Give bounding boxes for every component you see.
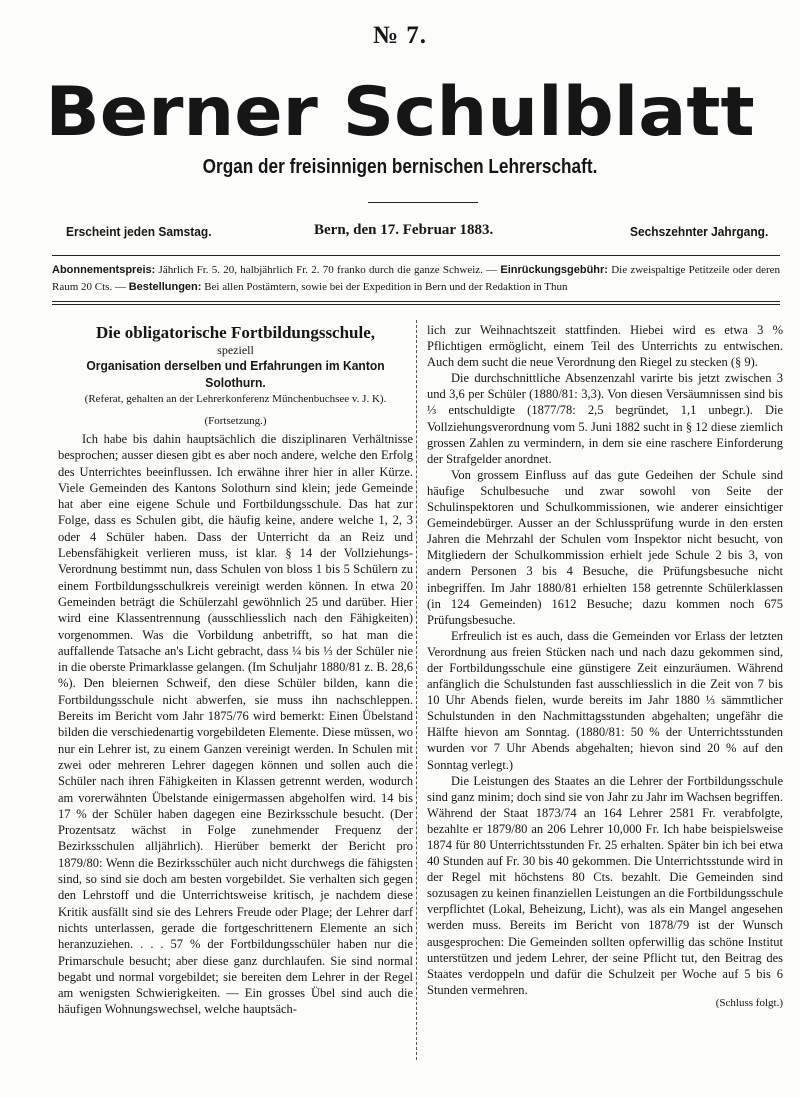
dateline: Bern, den 17. Februar 1883.	[314, 222, 494, 238]
price-label: Abonnementspreis:	[52, 264, 156, 276]
article-paragraph: Erfreulich ist es auch, dass die Gemeinden vor Erlass der letzten Verordnung aus freien Stücken nach und nach dazu gekommen sind, der Fortbildungsschule eine günstigere Zeit einzuräumen. Während anfänglich die Schulstunden fast ausschliesslich in die Zeit von 7 bis 10 Uhr Abends fielen, wurde bereits im Jahr 1880 ⅓ sämmtlicher Schulstunden in den Nachmittagsstunden abgehalten; ungefähr die Hälfte hievon am Sonntag. (1880/81: 50 % der Unterrichtsstunden wurden vor 7 Uhr Abends abgehalten; hievon sind 20 % auf den Sonntag verlegt.)	[427, 628, 783, 772]
insert-label: Einrückungsgebühr:	[500, 264, 608, 276]
right-column	[427, 322, 783, 1010]
article-paragraph: Die durchschnittliche Absenzenzahl varirte bis jetzt zwischen 3 und 3,6 per Schüler (1880/81: 3,3). Von diesen Versäumnissen sind bis ⅓ entschuldigte (1877/78: 2,5 begründet, 1,1 unbegr.). Die Vollziehungsverordnung vom 5. Juni 1882 sucht in § 12 diese ziemlich grossen Zahlen zu vermindern, in dem sie eine raschere Einforderung der Strafgelder anordnet.	[427, 371, 783, 466]
insert-text: Die zweispaltige Petitzeile oder deren Raum 20 Cts. —	[52, 264, 780, 293]
dateline-bar	[52, 222, 768, 244]
article-paragraph: lich zur Weihnachtszeit stattfinden. Hiebei wird es etwa 3 % Pflichtigen ermöglicht, einem Teil des Unterrichts zu entwischen. Auch dem sucht die neue Verordnung den Riegel zu stecken (§ 9).	[427, 323, 783, 370]
frequency-note: Erscheint jeden Samstag.	[66, 224, 212, 239]
price-text: Jährlich Fr. 5. 20, halbjährlich Fr. 2. 70 franko durch die ganze Schweiz. —	[155, 264, 501, 276]
masthead-subtitle: Organ der freisinnigen bernischen Lehrerschaft.	[202, 156, 598, 178]
header-rule	[52, 255, 780, 256]
subscription-notice	[52, 262, 780, 296]
orders-label: Bestellungen:	[128, 281, 202, 293]
closing-note: (Schluss folgt.)	[715, 996, 783, 1009]
article-subtitle: Organisation derselben und Erfahrungen im Kanton Solothurn.	[86, 358, 385, 390]
article-title: Die obligatorische Fortbildungsschule,	[95, 323, 376, 342]
masthead-rule	[368, 202, 478, 203]
article-continuation: (Fortsetzung.)	[204, 415, 267, 427]
left-column	[58, 322, 413, 1018]
article-speziell: speziell	[217, 343, 254, 357]
article-reference: (Referat, gehalten an der Lehrerkonferenz Münchenbuchsee v. J. K).	[84, 393, 387, 405]
header-double-rule-top	[52, 301, 780, 302]
article-paragraph: Ich habe bis dahin hauptsächlich die disziplinaren Verhältnisse besprochen; ausser diesen gibt es aber noch andere, welche den Erfolg des Unterrichtes beeinflussen. Ich erwähne ihrer hier in aller Kürze. Viele Gemeinden des Kantons Solothurn sind klein; jede Gemeinde hat aber eine eigene Schule und Fortbildungsschule. Das hat zur Folge, dass es Schulen gibt, die häufig keine, andere welche 1, 2, 3 oder 4 Schüler haben. Dass der Unterricht da an Reiz und Lebensfähigkeit verlieren muss, ist klar. § 14 der Vollziehungs-Verordnung bestimmt nun, dass Schulen von bloss 1 bis 5 Schülern zu einem Fortbildungsschulkreis vereinigt werden können. In etwa 20 Gemeinden beträgt die Schülerzahl gewöhnlich 25 und darüber. Hier wird eine Klassentrennung (ausschliesslich nach den Fähigkeiten) vorgenommen. Was die Vorbildung anbetrifft, so hat man die auffallende Tatsache an's Licht gebracht, dass ¼ bis ⅓ der Schüler nie in die oberste Primarklasse gelangen. (Im Schuljahr 1880/81 z. B. 28,6 %). Den bleiernen Schweif, den diese Schüler bilden, kann die Fortbildungsschule nicht abwerfen, sie muss ihn nachschleppen. Bereits im Bericht vom Jahr 1875/76 wird bemerkt: Einen Übelstand bilden die verschiedenartig vorgebildeten Elemente. Diese müssen, wo nur ein Lehrer ist, zu einem Ganzen vereinigt werden. In Schulen mit zwei oder mehreren Lehrer dagegen können und sollen auch die Schüler nach ihren Fähigkeiten in Klassen getrennt werden, wodurch am vorerwähnten Übelstande einigermassen abgeholfen wird. 14 bis 17 % der Schüler haben dagegen eine Bezirksschule besucht. (Der Prozentsatz wächst in Folge zunehmender Frequenz der Bezirksschulen alljährlich). Hierüber bemerkt der Bericht pro 1879/80: Wenn die Bezirksschüler auch nicht durchwegs die fähigsten sind, so sind sie doch am besten vorgebildet. Sie verhalten sich gegen den Lehrstoff und die Unterrichtsweise kritisch, je nachdem diese Kritik ausfällt sind sie des Lehrers Freude oder Plage; der Lehrer darf nichts unterlassen, gerade die fortgeschrittenern Elemente an sich heranzuziehen. . . . 57 % der Fortbildungsschüler haben nur die Primarschule besucht; aber diese ganz durchlaufen. Sie sind normal begabt und normal vorgebildet; sie bereiten dem Lehrer in der Regel am wenigsten Schwierigkeiten. — Ein grosses Übel sind auch die häufigen Wohnungswechsel, welche hauptsäch-	[58, 432, 413, 1017]
column-divider	[416, 320, 417, 1060]
article-paragraph: Die Leistungen des Staates an die Lehrer der Fortbildungsschule sind ganz minim; doch sind sie von Jahr zu Jahr im Wachsen begriffen. Während der Staat 1873/74 an 164 Lehrer 2581 Fr. verabfolgte, bezahlte er 1879/80 an 206 Lehrer 10,000 Fr. Ich habe beispielsweise 1874 für 80 Unterrichtsstunden Fr. 25 erhalten. Später bin ich bei etwa 40 Stunden auf Fr. 30 bis 40 gekommen. Die Unterrichtsstunde wird in der Regel mit höchstens 80 Cts. bezahlt. Die Gemeinden sind sozusagen zu keinen finanziellen Leistungen an die Fortbildungsschule verpflichtet (Lokal, Beheizung, Licht), was als ein Mangel angesehen werden muss. Bereits im Bericht von 1878/79 ist der Wunsch ausgesprochen: Die Gemeinden sollten opferwillig das schöne Institut unterstützen und jedem Lehrer, der seine Pflicht tut, den Beitrag des Staates verdoppeln und dafür die Schulzeit per Woche auf 5 bis 6 Stunden vermehren.	[427, 773, 783, 997]
header-double-rule-bottom	[52, 304, 780, 305]
masthead-title: Berner Schulblatt	[45, 73, 755, 152]
orders-text: Bei allen Postämtern, sowie bei der Expedition in Bern und der Redaktion in Thun	[201, 281, 568, 293]
volume-note: Sechszehnter Jahrgang.	[629, 224, 768, 239]
issue-number: № 7.	[372, 22, 428, 49]
article-paragraph: Von grossem Einfluss auf das gute Gedeihen der Schule sind häufige Schulbesuche und zwar sowohl von Seite der Schulinspektoren und Schulkommissionen, wie anderer einsichtiger Gemeindebürger. Ausser an der Schlussprüfung wurde in den ersten Jahren die Mehrzahl der Schulen vom Inspektor nicht besucht, von Mitgliedern der Schulkommission erhielt jede Schule 2 bis 3, von andern Personen 3 bis 4 Besuche, die Prüfungsbesuche nicht inbegriffen. Im Jahr 1880/81 erhielten 158 getrennte Schülerklassen (in 124 Gemeinden) 1612 Besuche; dazu kommen noch 675 Prüfungsbesuche.	[427, 467, 783, 627]
